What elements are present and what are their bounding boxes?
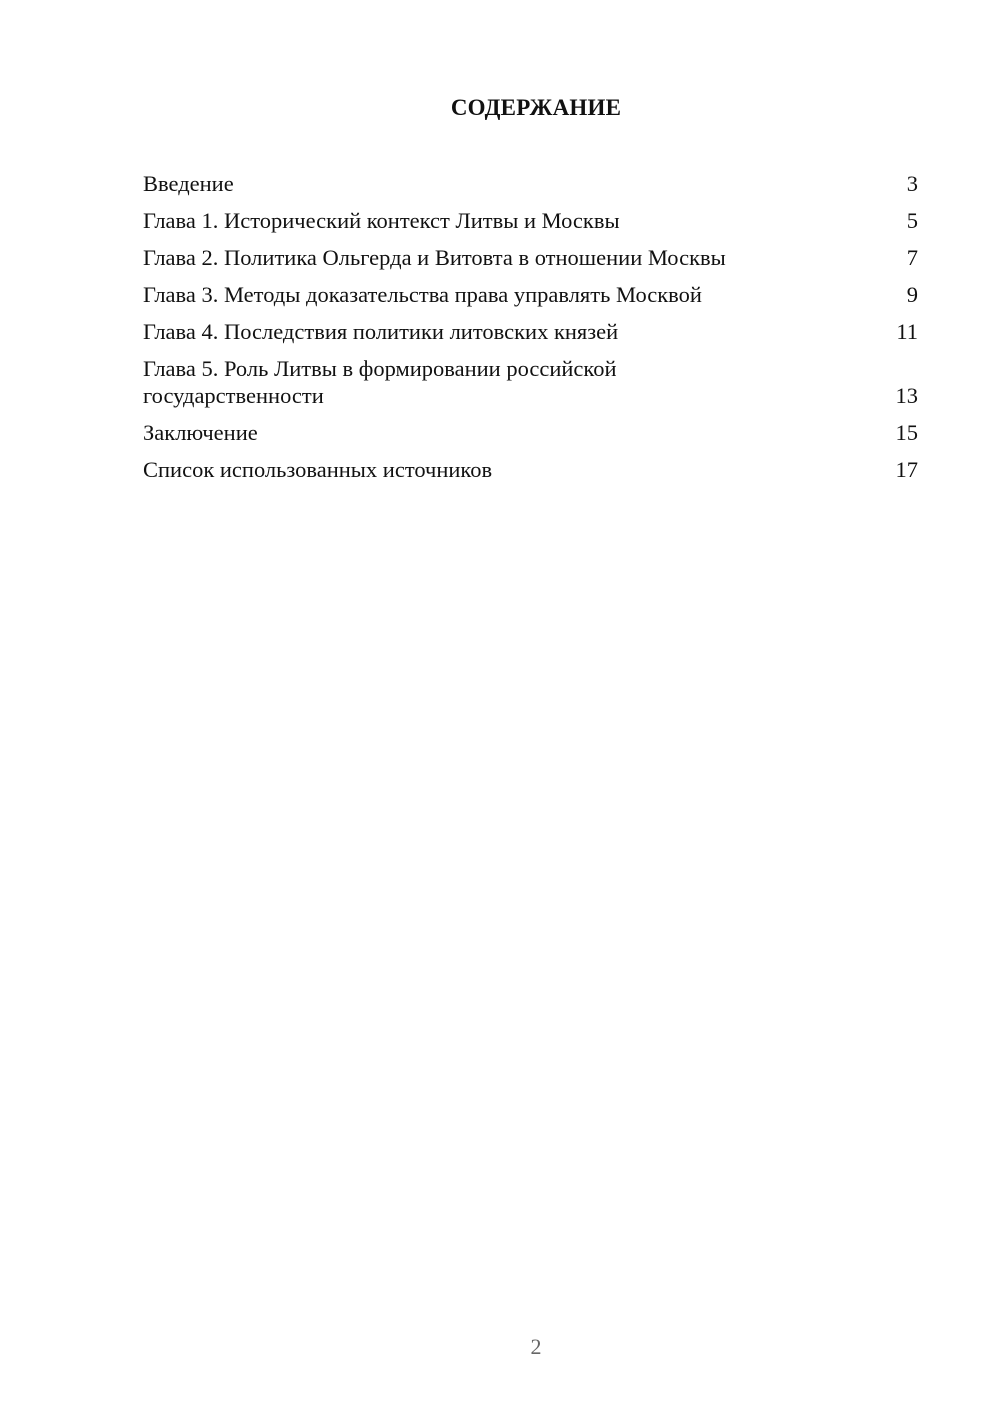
toc-entry-page: 11 [896,319,918,344]
page-title: СОДЕРЖАНИЕ [450,95,622,120]
toc-entry-title: Глава 1. Исторический контекст Литвы и Москвы [143,208,620,233]
toc-entry-page: 13 [895,383,918,408]
toc-entry-page: 9 [906,282,918,307]
toc-row-chapter-4 [143,318,918,345]
toc-entry-title: Введение [143,171,234,196]
toc-row-references [143,456,918,483]
toc-entry-page: 5 [906,208,918,233]
toc-row-introduction [143,170,918,197]
toc-entry-page: 3 [906,171,918,196]
toc-row-chapter-5 [143,355,918,409]
toc-entry-title: Глава 5. Роль Литвы в формировании российской государственности [143,356,617,408]
toc-row-chapter-3 [143,281,918,308]
toc-entry-title: Глава 2. Политика Ольгерда и Витовта в отношении Москвы [143,245,726,270]
toc-entry-title: Список использованных источников [143,457,493,482]
toc-entry-page: 15 [895,420,918,445]
page-number: 2 [530,1334,542,1359]
toc-entry-title: Глава 4. Последствия политики литовских князей [143,319,619,344]
toc-row-chapter-2 [143,244,918,271]
toc-entry-title: Заключение [143,420,258,445]
toc-row-conclusion [143,419,918,446]
table-of-contents [143,170,918,493]
toc-entry-title: Глава 3. Методы доказательства права управлять Москвой [143,282,702,307]
toc-entry-page: 7 [906,245,918,270]
toc-row-chapter-1 [143,207,918,234]
toc-entry-page: 17 [895,457,918,482]
